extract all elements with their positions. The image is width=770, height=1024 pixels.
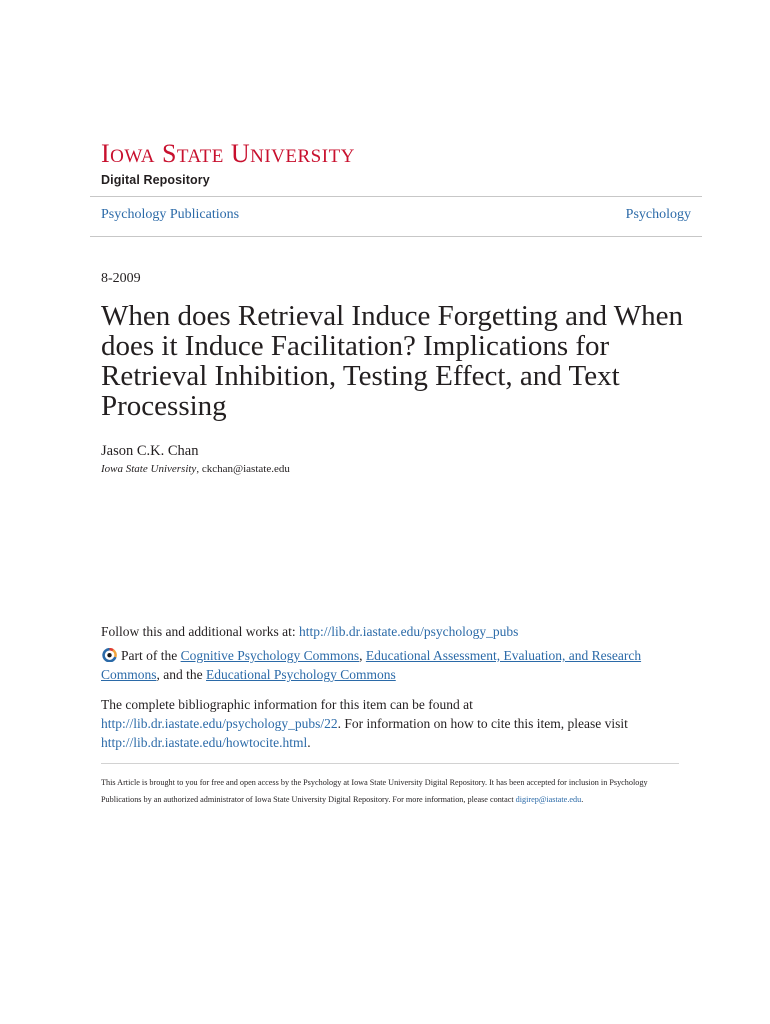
commons-network-icon — [101, 648, 118, 662]
part-of-sep-1: , — [359, 648, 366, 663]
follow-text: Follow this and additional works at: — [101, 624, 299, 639]
logo-subtitle: Digital Repository — [101, 173, 210, 187]
collection-url-link[interactable]: http://lib.dr.iastate.edu/psychology_pubs — [299, 624, 519, 639]
affiliation-name: Iowa State University — [101, 463, 197, 475]
part-of-sep-2: , and the — [156, 667, 207, 682]
biblio-text-2: . For information on how to cite this item, please visit — [337, 716, 628, 731]
biblio-text-3: . — [307, 735, 311, 750]
university-logo — [101, 141, 355, 187]
how-to-cite-link[interactable]: http://lib.dr.iastate.edu/howtocite.html — [101, 735, 308, 750]
article-title: When does Retrieval Induce Forgetting and When does it Induce Facilitation? Implications for Retrieval Inhibition, Testing Effect, and Text Processing — [101, 300, 683, 422]
educational-assessment-commons-link[interactable]: Educational Assessment, Evaluation, and Research Commons — [101, 648, 642, 682]
publication-date: 8-2009 — [101, 271, 141, 286]
follow-line — [101, 622, 681, 641]
author-email: , ckchan@iastate.edu — [196, 463, 290, 475]
header-divider-bottom — [90, 236, 702, 237]
educational-psychology-commons-link[interactable]: Educational Psychology Commons — [206, 667, 396, 682]
cognitive-psychology-commons-link[interactable]: Cognitive Psychology Commons — [180, 648, 360, 663]
author-name: Jason C.K. Chan — [101, 443, 199, 459]
collection-link[interactable]: Psychology Publications — [101, 207, 240, 222]
part-of-prefix: Part of the — [121, 648, 181, 663]
header-divider-top — [90, 196, 702, 197]
department-link[interactable]: Psychology — [625, 207, 691, 222]
bibliographic-info — [101, 695, 681, 752]
contact-email-link[interactable]: digirep@iastate.edu — [515, 795, 582, 804]
biblio-text-1: The complete bibliographic information for this item can be found at — [101, 697, 473, 712]
item-url-link[interactable]: http://lib.dr.iastate.edu/psychology_pubs/22 — [101, 716, 338, 731]
footer-divider — [101, 763, 679, 764]
access-statement — [101, 774, 681, 808]
access-statement-text: This Article is brought to you for free and open access by the Psychology at Iowa State University Digital Repository. It has been accepted for inclusion in Psychology Publications by an authorized administrator of Iowa State University Digital Repository. For more information, please contact — [101, 778, 648, 804]
access-statement-end: . — [581, 795, 584, 804]
part-of-line — [101, 646, 681, 684]
author-affiliation — [101, 463, 290, 475]
logo-wordmark: IOWA STATE UNIVERSITY — [101, 139, 355, 168]
